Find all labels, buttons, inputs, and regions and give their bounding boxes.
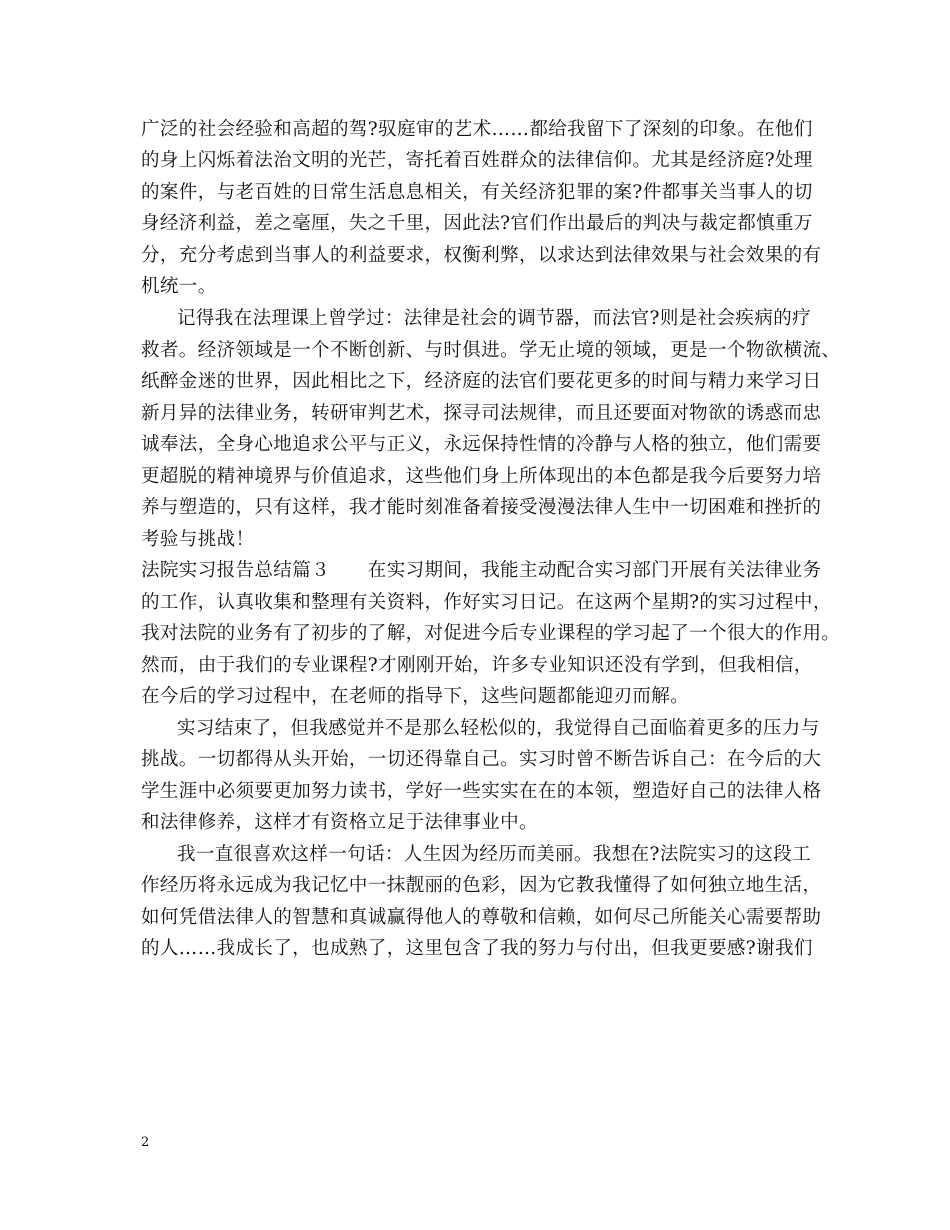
text-line: 救者。经济领域是一个不断创新、与时俱进。学无止境的领域，更是一个物欲横流、 [141, 340, 841, 361]
text-line: 诚奉法，全身心地追求公平与正义，永远保持性情的冷静与人格的独立，他们需要 [141, 434, 822, 455]
text-line: 作经历将永远成为我记忆中一抹靓丽的色彩，因为它教我懂得了如何独立地生活， [141, 875, 822, 896]
text-line: 实习结束了，但我感觉并不是那么轻松似的，我觉得自己面临着更多的压力与 [177, 718, 820, 739]
text-line: 考验与挑战！ [141, 529, 255, 550]
text-line: 广泛的社会经验和高超的驾?驭庭审的艺术……都给我留下了深刻的印象。在他们 [141, 119, 813, 140]
text-line: 的人……我成长了，也成熟了，这里包含了我的努力与付出，但我更要感?谢我们 [141, 938, 813, 959]
text-line: 然而，由于我们的专业课程?才刚刚开始，许多专业知识还没有学到，但我相信， [141, 655, 813, 676]
page-number: 2 [141, 1135, 150, 1150]
text-line: 的案件，与老百姓的日常生活息息相关，有关经济犯罪的案?件都事关当事人的切 [141, 182, 813, 203]
text-line: 养与塑造的，只有这样，我才能时刻准备着接受漫漫法律人生中一切困难和挫折的 [141, 497, 822, 518]
text-line: 在今后的学习过程中，在老师的指导下，这些问题都能迎刃而解。 [141, 686, 690, 707]
text-line: 更超脱的精神境界与价值追求，这些他们身上所体现出的本色都是我今后要努力培 [141, 466, 822, 487]
text-line: 机统一。 [141, 276, 217, 297]
text-line: 身经济利益，差之毫厘，失之千里，因此法?官们作出最后的判决与裁定都慎重万 [141, 213, 813, 234]
text-line: 我一直很喜欢这样一句话：人生因为经历而美丽。我想在?法院实习的这段工 [177, 844, 812, 865]
text-line: 我对法院的业务有了初步的了解，对促进今后专业课程的学习起了一个很大的作用。 [141, 623, 841, 644]
text-line: 分，充分考虑到当事人的利益要求，权衡利弊，以求达到法律效果与社会效果的有 [141, 245, 822, 266]
text-line: 挑战。一切都得从头开始，一切还得靠自己。实习时曾不断告诉自己：在今后的大 [141, 749, 822, 770]
section-heading-line: 法院实习报告总结篇３ 在实习期间，我能主动配合实习部门开展有关法律业务 [141, 560, 822, 581]
text-line: 和法律修养，这样才有资格立足于法律事业中。 [141, 812, 538, 833]
text-line: 的身上闪烁着法治文明的光芒，寄托着百姓群众的法律信仰。尤其是经济庭?处理 [141, 150, 813, 171]
text-line: 纸醉金迷的世界，因此相比之下，经济庭的法官们要花更多的时间与精力来学习日 [141, 371, 822, 392]
text-line: 记得我在法理课上曾学过：法律是社会的调节器，而法官?则是社会疾病的疗 [177, 308, 812, 329]
text-line: 的工作，认真收集和整理有关资料，作好实习日记。在这两个星期?的实习过程中， [141, 592, 832, 613]
text-line: 学生涯中必须要更加努力读书，学好一些实实在在的本领，塑造好自己的法律人格 [141, 781, 822, 802]
text-line: 如何凭借法律人的智慧和真诚赢得他人的尊敬和信赖，如何尽己所能关心需要帮助 [141, 907, 822, 928]
text-line: 新月异的法律业务，转研审判艺术，探寻司法规律，而且还要面对物欲的诱惑而忠 [141, 403, 822, 424]
